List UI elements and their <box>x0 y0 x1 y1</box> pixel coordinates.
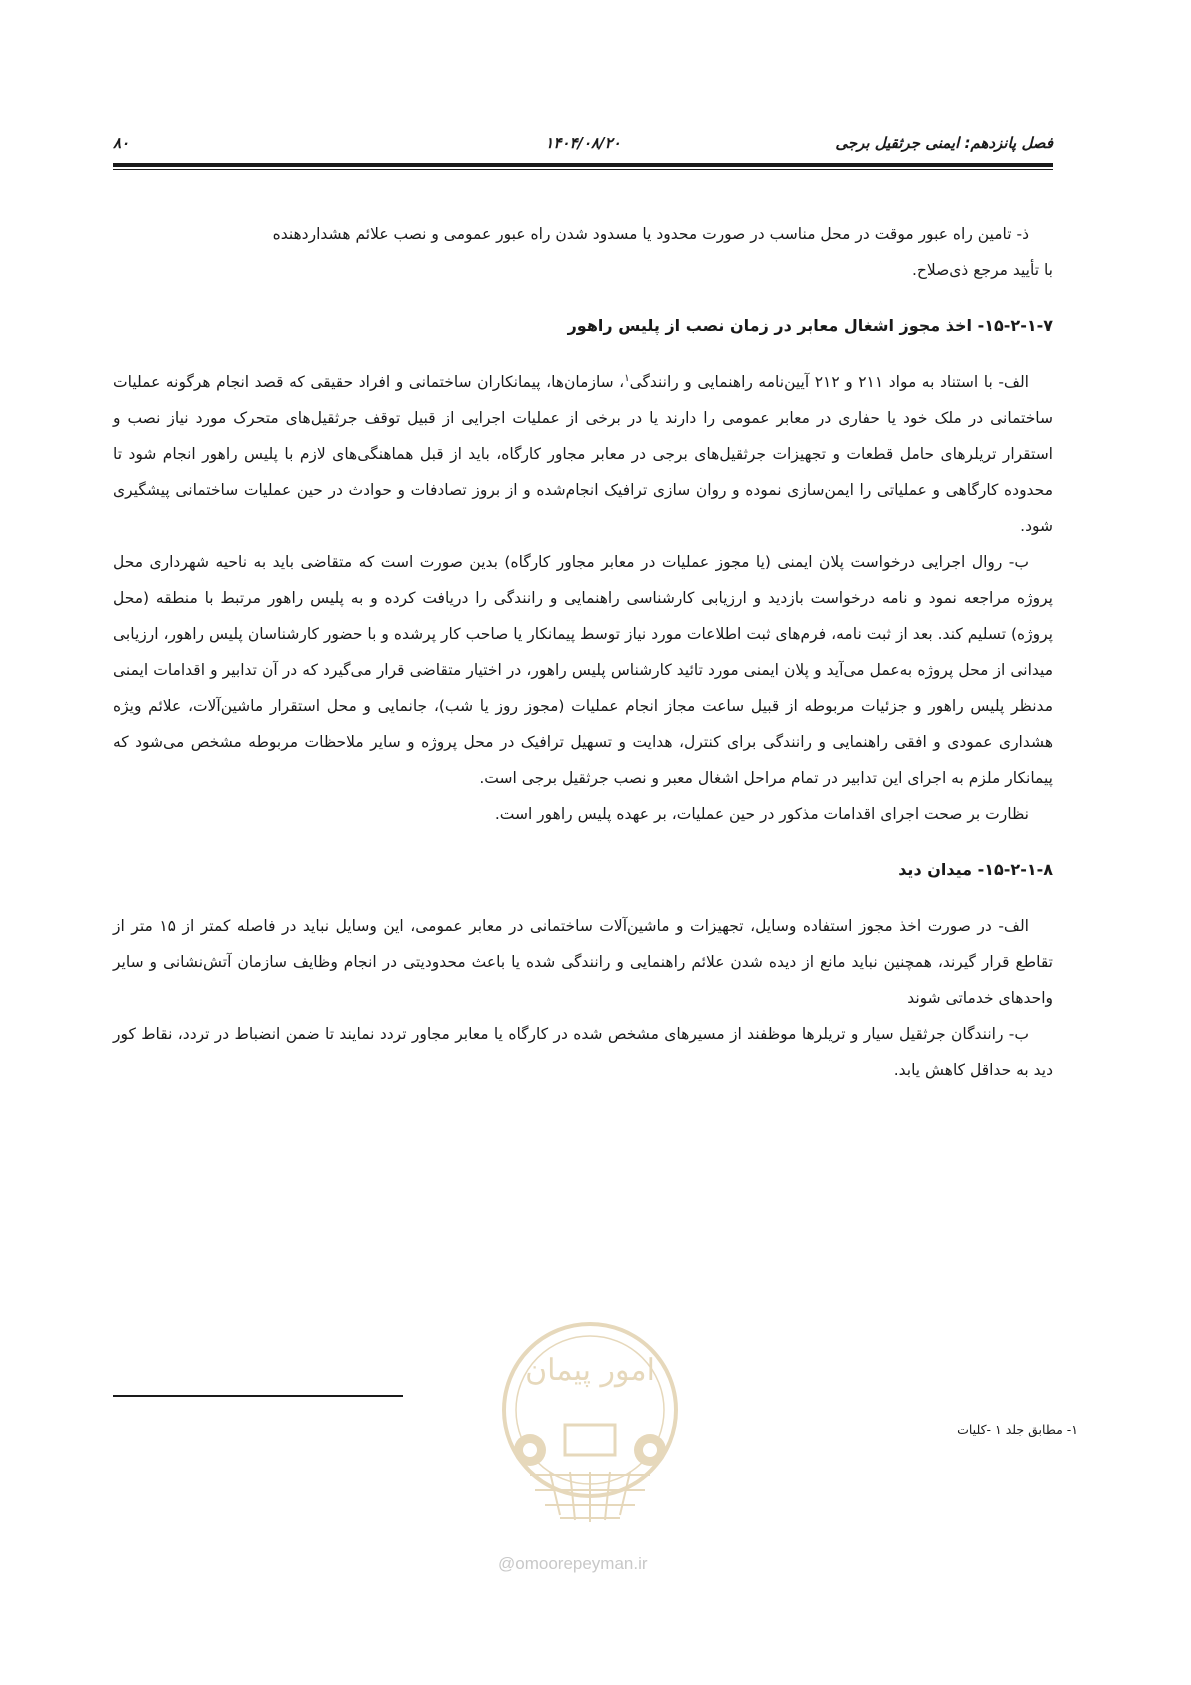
paragraph-7-be: ب- روال اجرایی درخواست پلان ایمنی (یا مجوز عملیات در معابر مجاور کارگاه) بدین صورت است که متقاضی باید به ناحیه شهرداری محل پروژه مراجعه نمود و نامه درخواست بازدید و ارزیابی کارشناسی راهنمایی و رانندگی را دریافت کرده و به پلیس راهور مرتبط با منطقه (محل پروژه) تسلیم کند. بعد از ثبت نامه، فرم‌های ثبت اطلاعات مورد نیاز توسط پیمانکار یا صاحب کار پرشده و با حضور کارشناسان پلیس راهور، ارزیابی میدانی از محل پروژه به‌عمل می‌آید و پلان ایمنی مورد تائید کارشناس پلیس راهور، در اختیار متقاضی قرار می‌گیرد که در آن تدابیر و اقدامات ایمنی مدنظر پلیس راهور و جزئیات مربوطه از قبیل ساعت مجاز انجام عملیات (مجوز روز یا شب)، جانمایی و محل استقرار ماشین‌آلات، علائم ویژه هشداری عمودی و افقی راهنمایی و رانندگی برای کنترل، هدایت و تسهیل ترافیک در محل پروژه و سایر ملاحظات مربوطه مشخص می‌شود که پیمانکار ملزم به اجرای این تدابیر در تمام مراحل اشغال معبر و نصب جرثقیل برجی است. <box>113 553 1053 787</box>
watermark-logo-text: امور پیمان <box>525 1353 655 1388</box>
spacer <box>113 288 1053 308</box>
footnote-marker[interactable]: ۱ <box>624 372 630 384</box>
watermark-logo <box>490 1300 690 1570</box>
footnote: ۱- مطابق جلد ۱ -کلیات <box>957 1422 1078 1437</box>
watermark-ring <box>504 1324 676 1496</box>
paragraph-7-supervision: نظارت بر صحت اجرای اقدامات مذکور در حین عملیات، بر عهده پلیس راهور است. <box>494 805 1029 823</box>
watermark-book-icon <box>565 1425 615 1455</box>
watermark-handle: @omoorepeyman.ir <box>498 1554 648 1573</box>
page-header <box>113 130 1053 160</box>
header-rule-thick <box>113 163 1053 167</box>
paragraph-8-alef: الف- در صورت اخذ مجوز استفاده وسایل، تجهیزات و ماشین‌آلات ساختمانی در معابر عمومی، این وسایل نباید در فاصله کمتر از ۱۵ متر از تقاطع قرار گیرند، همچنین نباید مانع از دیده شدن علائم راهنمایی و رانندگی شده یا باعث محدودیتی در انجام وظایف سازمان آتش‌نشانی و سایر واحدهای خدماتی شوند <box>113 917 1053 1007</box>
paragraph-zal <box>113 216 1053 288</box>
paragraph-7-alef-part2: ، سازمان‌ها، پیمانکاران ساختمانی و افراد حقیقی که قصد انجام هرگونه عملیات ساختمانی در ملک خود یا حفاری در معابر عمومی را دارند یا در برخی از عملیات اجرایی از قبیل توقف جرثقیل‌های متحرک مورد نیاز نصب و استقرار تریلرهای حامل قطعات و تجهیزات جرثقیل‌های برجی در معابر مجاور کارگاه، باید از قبل هماهنگی‌های لازم با پلیس راهور انجام شود تا محدوده کارگاهی و عملیاتی را ایمن‌سازی نموده و روان سازی ترافیک انجام‌شده و از بروز تصادفات و حوادث در حین عملیات ساختمانی پیشگیری شود. <box>113 373 1053 535</box>
paragraph-8-be: ب- رانندگان جرثقیل سیار و تریلرها موظفند از مسیرهای مشخص شده در کارگاه یا معابر مجاور تردد نمایند تا ضمن انضباط در تردد، نقاط کور دید به حداقل کاهش یابد. <box>113 1025 1053 1079</box>
paragraph-zal-line1: ذ- تامین راه عبور موقت در محل مناسب در صورت محدود یا مسدود شدن راه عبور عمومی و نصب علائم هشداردهنده <box>272 225 1029 243</box>
section-heading-7: ۱۵-۲-۱-۷- اخذ مجوز اشغال معابر در زمان نصب از پلیس راهور <box>567 316 1053 335</box>
section-heading-8: ۱۵-۲-۱-۸- میدان دید <box>898 860 1053 879</box>
spacer <box>113 832 1053 852</box>
spacer <box>113 344 1053 364</box>
paragraph-zal-line2: با تأیید مرجع ذی‌صلاح. <box>911 261 1053 279</box>
paragraph-7-alef <box>113 364 1053 544</box>
watermark-grid <box>530 1472 650 1522</box>
spacer <box>113 888 1053 908</box>
page-number: ۸۰ <box>113 134 130 152</box>
header-rule-thin <box>113 169 1053 170</box>
paragraph-7-alef-part1: الف- با استناد به مواد ۲۱۱ و ۲۱۲ آیین‌نامه راهنمایی و رانندگی <box>629 373 1029 391</box>
header-date: ۱۴۰۴/۰۸/۲۰ <box>545 134 621 152</box>
body-content <box>113 216 1053 1088</box>
watermark-gear-right <box>634 1434 666 1466</box>
chapter-title: فصل پانزدهم: ایمنی جرثقیل برجی <box>835 134 1053 152</box>
footnote-rule <box>113 1395 403 1397</box>
watermark-gear-left <box>514 1434 546 1466</box>
